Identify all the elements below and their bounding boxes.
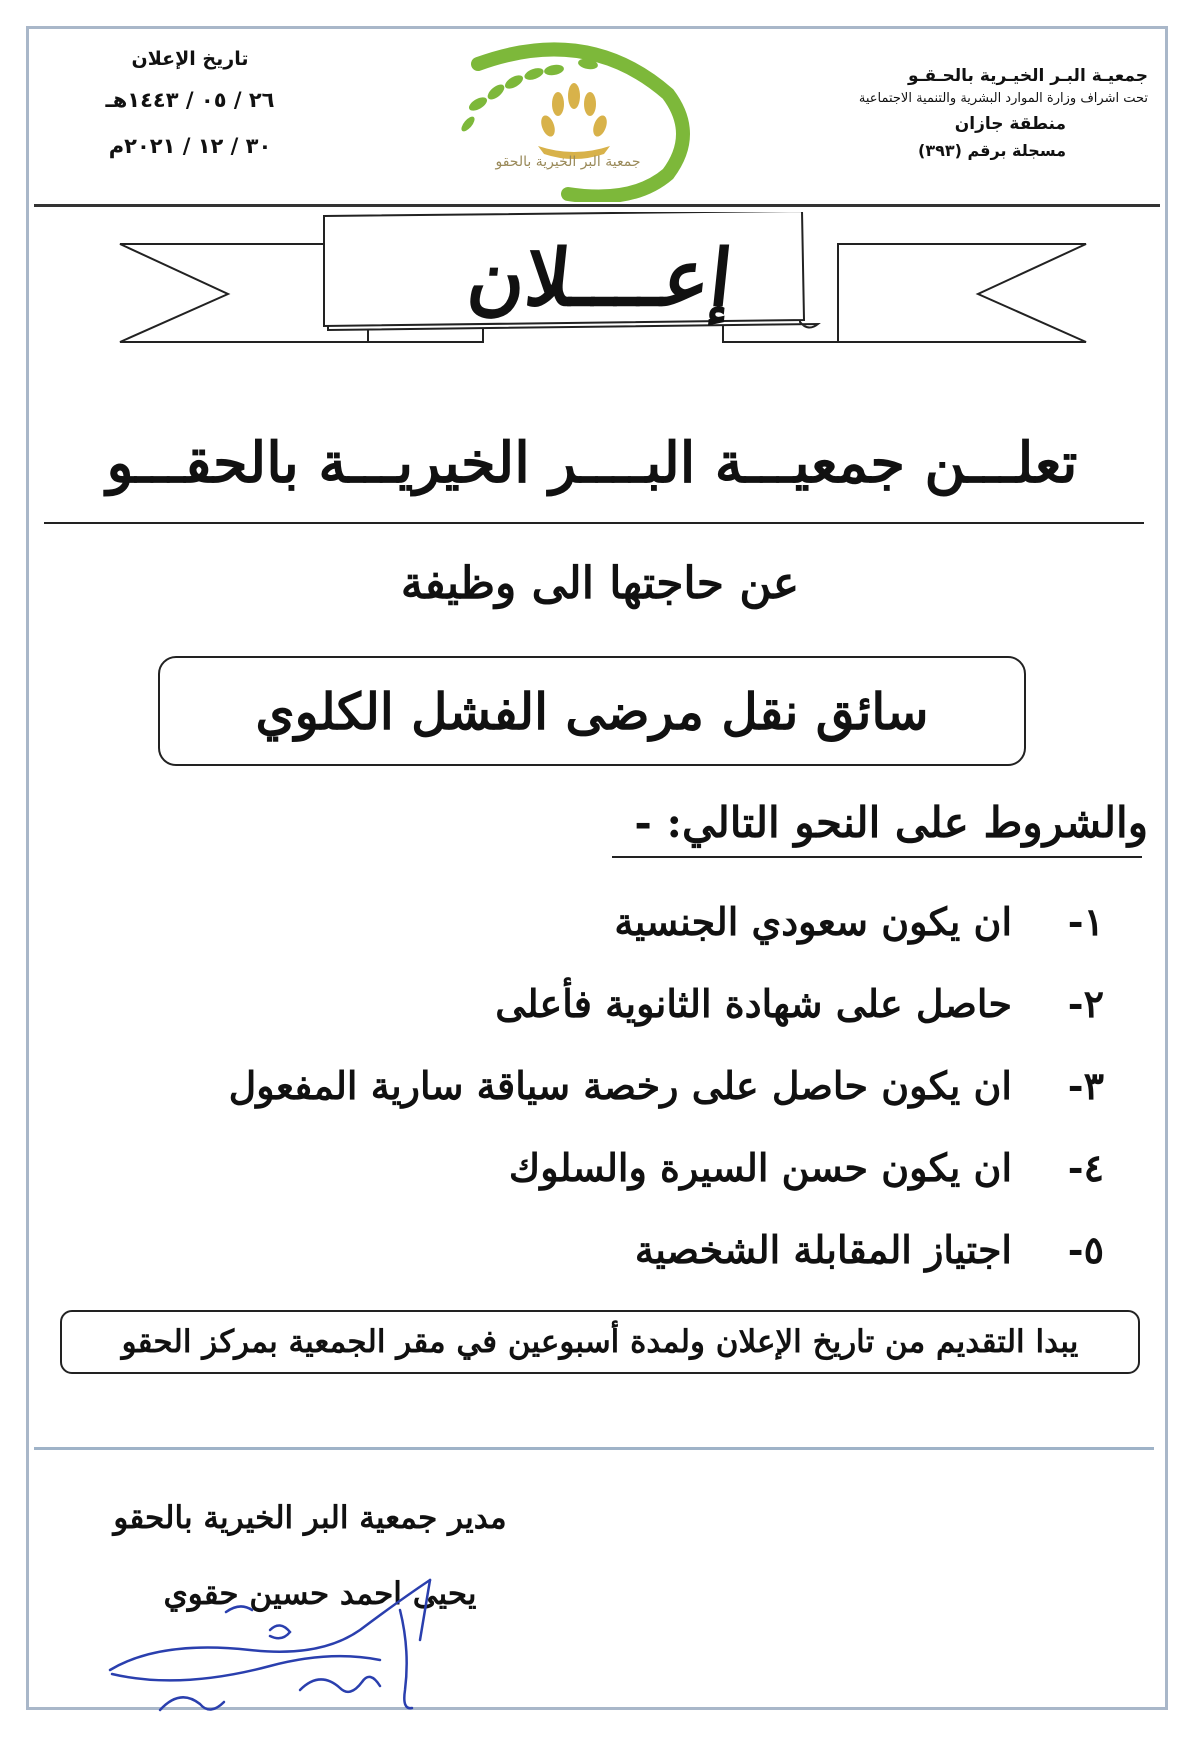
handwritten-signature	[100, 1570, 500, 1720]
condition-item	[204, 1208, 1104, 1290]
signatory-title: مدير جمعية البر الخيرية بالحقو	[113, 1500, 507, 1536]
condition-item	[204, 962, 1104, 1044]
footer-divider	[34, 1447, 1154, 1450]
condition-text: ان يكون حاصل على رخصة سياقة سارية المفعول	[228, 1062, 1012, 1108]
job-title-box	[158, 656, 1026, 766]
signatory-name: يحيى احمد حسين حقوي	[163, 1576, 477, 1612]
org-info	[808, 64, 1148, 164]
logo-text: جمعية البر الخيرية بالحقو	[495, 154, 641, 170]
job-title: سائق نقل مرضى الفشل الكلوي	[255, 681, 929, 741]
application-note: يبدا التقديم من تاريخ الإعلان ولمدة أسبوعين في مقر الجمعية بمركز الحقو	[121, 1324, 1079, 1360]
condition-number: ٢-	[1067, 980, 1104, 1026]
condition-item	[204, 1044, 1104, 1126]
logo-graphic	[418, 34, 750, 202]
condition-number: ٥-	[1067, 1226, 1104, 1272]
date-hijri: ٢٦ / ٠٥ / ١٤٤٣هـ	[105, 88, 275, 112]
announcement-headline: تعلـــن جمعيـــة البــــر الخيريـــة بالحقـــو	[106, 430, 1078, 496]
announcement-subheadline: عن حاجتها الى وظيفة	[400, 558, 800, 609]
condition-number: ٣-	[1067, 1062, 1104, 1108]
announcement-dates	[100, 44, 280, 166]
headline-underline	[44, 522, 1144, 524]
condition-text: ان يكون حسن السيرة والسلوك	[508, 1144, 1012, 1190]
banner-title: إعــــلان	[463, 232, 737, 324]
condition-item	[204, 1126, 1104, 1208]
org-logo	[418, 34, 750, 202]
org-region: منطقة جازان	[954, 114, 1066, 134]
conditions-list	[204, 880, 1104, 1290]
condition-text: ان يكون سعودي الجنسية	[614, 898, 1012, 944]
conditions-intro: والشروط على النحو التالي: -	[634, 798, 1148, 847]
condition-text: اجتياز المقابلة الشخصية	[634, 1226, 1012, 1272]
condition-text: حاصل على شهادة الثانوية فأعلى	[495, 980, 1012, 1026]
org-name: جمعيـة البـر الخيـرية بالحـقـو	[908, 66, 1148, 86]
application-note-box	[60, 1310, 1140, 1374]
condition-item	[204, 880, 1104, 962]
header-divider	[34, 204, 1160, 207]
date-gregorian: ٣٠ / ١٢ / ٢٠٢١م	[108, 134, 272, 158]
conditions-underline	[612, 856, 1142, 858]
condition-number: ٤-	[1067, 1144, 1104, 1190]
org-registration: مسجلة برقم (٣٩٣)	[918, 141, 1066, 160]
condition-number: ١-	[1067, 898, 1104, 944]
date-label: تاريخ الإعلان	[131, 48, 249, 70]
org-supervision: تحت اشراف وزارة الموارد البشرية والتنمية الاجتماعية	[858, 91, 1148, 106]
